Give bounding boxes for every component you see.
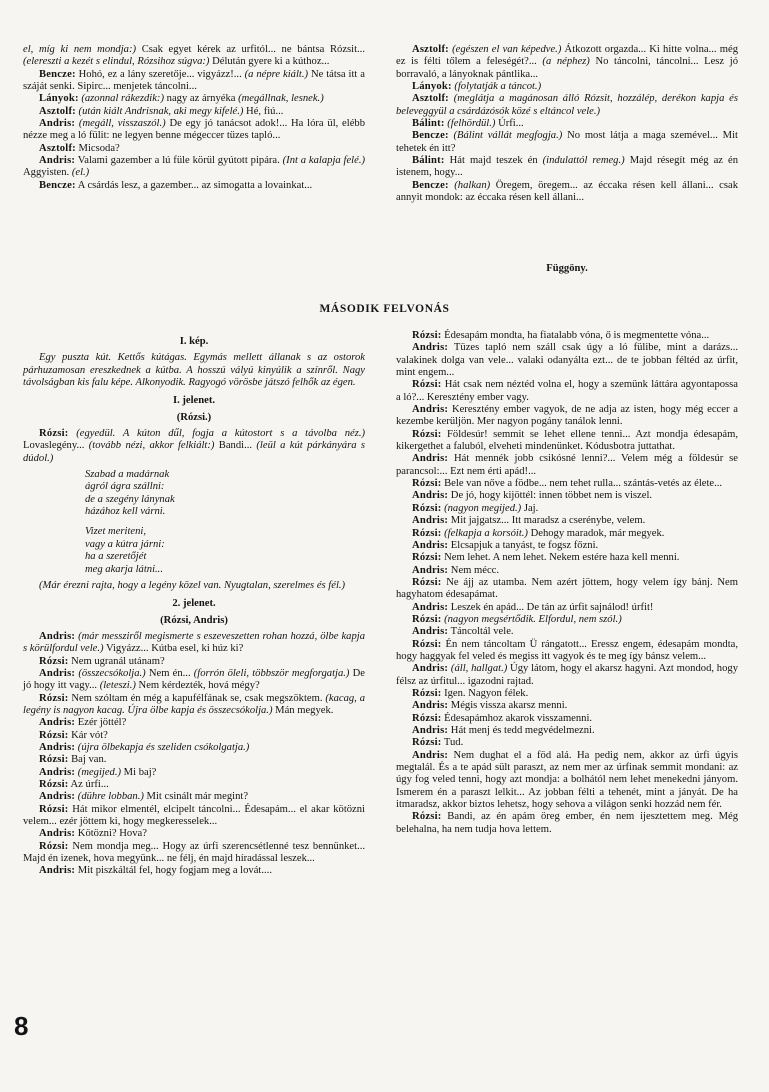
dialogue-line (396, 81, 738, 93)
dialogue-text: Elcsapjuk a tanyást, te fogsz főzni. (448, 539, 599, 551)
dialogue-text: Táncoltál vele. (448, 626, 514, 638)
stage-direction: el, míg ki nem mondja:) (23, 44, 137, 55)
dialogue-line (396, 737, 738, 749)
speaker-name: Andris: (39, 717, 76, 729)
stage-direction: (áll, hallgat.) (448, 663, 508, 675)
dialogue-line (23, 93, 365, 105)
dialogue-text: Baj van. (68, 754, 107, 766)
dialogue-text: Hát majd teszek én (444, 155, 543, 167)
stage-direction: (felkapja a korsóit.) (441, 527, 528, 539)
speaker-name: Andris: (412, 663, 449, 675)
dialogue-line (23, 155, 365, 180)
act-heading: MÁSODIK FELVONÁS (319, 303, 450, 315)
dialogue-text: Nem mécc. (448, 564, 500, 576)
dialogue-text: Úgy látom, hogy el akarsz hagyni. Azt mondod, hogy félsz az úrfitul... igazodni rajtad. (396, 663, 738, 687)
speaker-name: Bencze: (412, 179, 449, 191)
stage-direction: (a népre kiált.) (244, 68, 309, 80)
dialogue-text: nagy az árnyéka (164, 93, 239, 105)
stage-direction: (nagyon megijed.) (441, 502, 522, 514)
stage-direction: (forrón öleli, többször megforgatja.) (193, 667, 350, 679)
speaker-name: Andris: (412, 453, 449, 465)
stage-direction: (dühre lobban.) (75, 791, 144, 803)
dialogue-text: Nem lehet. A nem lehet. Nekem estére haza kell menni. (441, 552, 680, 564)
dialogue-line (23, 693, 365, 718)
speaker-name: Lányok: (412, 81, 452, 93)
dialogue-line (396, 429, 738, 454)
dialogue-text: Nem én... (145, 667, 194, 679)
dialogue-text: No táncolni, táncolni... Lesz jó borravaló, a lányoknak pántlika... (396, 56, 738, 80)
dialogue-line (396, 515, 738, 527)
speaker-name: Lányok: (39, 93, 79, 105)
stage-direction: (meglátja a magánosan álló Rózsit, hozzálép, derékon kapja és beleveggyül a csárdázósók közé s eltáncol vele.) (396, 93, 738, 117)
dialogue-line (23, 656, 365, 668)
stage-direction: (megijed.) (75, 766, 122, 778)
stage-direction: (már messziről megismerte s eszeveszetten rohan hozzá, ölbe kapja s körülfordul vele.) (23, 630, 365, 655)
speaker-name: Bálint: (412, 118, 445, 130)
stage-direction: (leteszi.) (99, 680, 136, 692)
dialogue-line (396, 490, 738, 502)
speaker-name: Andris: (412, 700, 449, 712)
dialogue-line (396, 614, 738, 626)
dialogue-line (23, 631, 365, 656)
speaker-name: Asztolf: (412, 44, 449, 55)
stage-direction: (felhördül.) (444, 118, 496, 130)
stage-direction: (kacag, a legény is nagyon kacag. Újra ölbe kapja és összecsókolja.) (23, 692, 365, 716)
dialogue-line (23, 767, 365, 779)
dialogue-line (23, 717, 365, 729)
speaker-name: Rózsi: (412, 379, 442, 391)
dialogue-text: De jó hogy itt vagy... (23, 667, 365, 692)
jelenet-2-cast: (Rózsi, Andris) (160, 614, 228, 626)
column-top-right (396, 44, 738, 204)
dialogue-line (23, 791, 365, 803)
poem-line: meg akarja látni... (85, 563, 163, 575)
poem-line: ágról ágra szállni: (85, 481, 165, 493)
column-bottom-left (23, 330, 365, 878)
stage-direction: (megáll, visszaszól.) (75, 118, 166, 130)
stage-direction: (Bálint vállát megfogja.) (448, 130, 563, 142)
song-lyrics (85, 469, 365, 576)
dialogue-line (396, 118, 738, 130)
stage-direction: (megállnak, lesnek.) (238, 93, 324, 105)
dialogue-line (396, 552, 738, 564)
speaker-name: Rózsi: (412, 737, 442, 749)
dialogue-text: Átkozott orgazda... Ki hitte volna... még ez is félti tőlem a feleségét?... (396, 44, 738, 68)
dialogue-line (396, 688, 738, 700)
dialogue-text: Csak egyet kérek az urfitól... ne bántsa Rózsit... (136, 44, 365, 55)
dialogue-text: Nem szóltam én még a kapufélfának se, csak megszöktem. (68, 692, 326, 704)
speaker-name: Rózsi: (39, 655, 69, 667)
dialogue-text: Keresztény ember vagyok, de ne adja az isten, hogy még eccer a kezembe kerüljön. Mer nagyon pogány tanálok lenni. (396, 404, 738, 428)
stage-direction: (azonnal rákezdik:) (78, 93, 164, 105)
dialogue-text: Hohó, ez a lány szeretője... vigyázz!... (75, 68, 245, 80)
stage-direction: (után kiált Andrisnak, aki megy kifelé.) (75, 105, 244, 117)
dialogue-text: Kötözni? Hova? (75, 828, 147, 840)
dialogue-line (23, 754, 365, 766)
dialogue-line (396, 639, 738, 664)
dialogue-line (396, 750, 738, 812)
dialogue-line (23, 668, 365, 693)
dialogue-line (396, 379, 738, 404)
scene-heading: I. kép. (179, 336, 209, 347)
dialogue-text: Nem dughat el a föd alá. Ha pedig nem, akkor az úrfi úgyis megtalál. És a te apád sült paraszt, az nem mer az úrfinak semmit mondani: az úgy fog veled tenni, hogy azt mondja: a bolhától nem lehet menekedni jányom. Ismerem én a paraszt lelkit... Az jobban félti a tehenét, mint a jányát. De ha itmaradsz, akkor biztos lehetsz, hogy sehova a világon senki hozzád nem fér. (396, 749, 738, 811)
dialogue-text: Aggyisten. (23, 167, 72, 179)
dialogue-line (23, 841, 365, 866)
dialogue-text: Úrfi... (495, 118, 524, 130)
speaker-name: Rózsi: (39, 779, 69, 790)
dialogue-text: Hé, fiú... (243, 105, 284, 117)
speaker-name: Bálint: (412, 155, 445, 167)
stage-direction: (nagyon megsértődik. Elfordul, nem szól.) (441, 613, 622, 625)
speaker-name: Andris: (39, 828, 76, 840)
dialogue-text: Valami gazember a lú füle körül gyútott pipára. (75, 155, 283, 167)
stage-note: (Már érezni rajta, hogy a legény közel van. Nyugtalan, szerelmes és fél.) (39, 579, 346, 591)
dialogue-text: Nem mondja meg... Hogy az úrfi szerencsétlenné tesz bennünket... Majd én izenek, hova megyünk... ne félj, én majd híradással leszek... (23, 840, 365, 865)
speaker-name: Andris: (412, 490, 449, 502)
stage-direction: (elereszti a kezét s elindul, Rózsihoz súgva:) (23, 56, 210, 68)
speaker-name: Rózsi: (412, 811, 442, 823)
jelenet-1-dialogue (23, 428, 365, 465)
speaker-name: Rózsi: (412, 478, 442, 490)
dialogue-line (396, 565, 738, 577)
dialogue-line (396, 404, 738, 429)
speaker-name: Andris: (39, 865, 76, 877)
jelenet-1-cast: (Rózsi.) (176, 411, 212, 423)
dialogue-text: A csárdás lesz, a gazember... az simogatta a lovainkat... (75, 179, 313, 191)
dialogue-text: Hát csak nem néztéd volna el, hogy a szemünk láttára agyontapossa a ló?... Keresztény ember vagy. (396, 379, 738, 403)
dialogue-text: Délután gyere ki a kúthoz... (209, 56, 330, 68)
speaker-name: Bencze: (412, 130, 449, 142)
dialogue-text: Nem ugranál utánam? (68, 655, 165, 667)
dialogue-text: Édesapám mondta, ha fiatalabb vóna, ő is megmentette vóna... (441, 330, 710, 341)
dialogue-line (396, 130, 738, 155)
dialogue-text: Édesapámhoz akarok visszamenni. (441, 712, 593, 724)
speaker-name: Rózsi: (412, 527, 442, 539)
speaker-name: Rózsi: (412, 330, 442, 341)
dialogue-line (396, 155, 738, 180)
dialogue-text: Mit jajgatsz... Itt maradsz a cserénybe, velem. (448, 515, 646, 527)
dialogue-text: Jaj. (521, 502, 539, 514)
dialogue-line (396, 602, 738, 614)
speaker-name: Andris: (412, 749, 449, 761)
dialogue-line (396, 342, 738, 379)
dialogue-text: Én nem táncoltam Ü rángatott... Eressz engem, édesapám mondta, hogy haggyak fel veled és megiss itt vagyok és te meg így bánsz velem... (396, 638, 738, 662)
jelenet-2-heading: 2. jelenet. (172, 598, 216, 610)
speaker-name: Andris: (412, 342, 449, 354)
dialogue-line (23, 143, 365, 155)
curtain-line: Függöny. (546, 263, 588, 274)
speaker-name: Rózsi: (412, 687, 442, 699)
speaker-name: Andris: (412, 725, 449, 736)
speaker-name: Rózsi: (412, 613, 442, 625)
dialogue-text: Mán megyek. (272, 704, 334, 716)
dialogue-text: Nem kérdezték, hová mégy? (135, 680, 260, 692)
dialogue-text: Dehogy maradok, már megyek. (527, 527, 665, 539)
speaker-name: Rózsi: (412, 428, 442, 440)
dialogue-text: No most látja a maga szemével... Mit tehetek én itt? (396, 130, 738, 154)
speaker-name: Rózsi: (39, 692, 69, 704)
speaker-name: Andris: (39, 155, 76, 167)
speaker-name: Andris: (39, 118, 76, 130)
dialogue-line (396, 44, 738, 81)
speaker-name: Andris: (39, 741, 76, 753)
dialogue-text: Igen. Nagyon félek. (441, 687, 529, 699)
dialogue-text: De jó, hogy kijöttél: innen többet nem is viszel. (448, 490, 653, 502)
column-top-left (23, 44, 365, 192)
stage-direction: (egyedül. A kúton dűl, fogja a kútostort s a távolba néz.) (68, 428, 365, 440)
dialogue-line (23, 106, 365, 118)
dialogue-text: Ne tátsa itt a száját senki. Sipirc... menjetek táncolni... (23, 68, 365, 93)
dialogue-text: Lovaslegény... (23, 440, 89, 452)
dialogue-line (396, 540, 738, 552)
speaker-name: Bencze: (39, 68, 76, 80)
dialogue-text: Majd résegít még az én istenem, hogy... (396, 155, 739, 179)
stage-direction: (egészen el van képedve.) (448, 44, 562, 55)
dialogue-text: Mi baj? (121, 766, 157, 778)
speaker-name: Rózsi: (39, 729, 69, 741)
dialogue-line (23, 180, 365, 192)
dialogue-line (396, 503, 738, 515)
stage-direction: (újra ölbekapja és szeliden csókolgatja.) (75, 741, 250, 753)
dialogue-text: Hát mikor elmentél, elcipelt táncolni... Édesapám... el akar kötözni velem... ezér jöttem ki, hogy megkeresselek... (23, 803, 365, 828)
speaker-name: Andris: (412, 404, 449, 416)
speaker-name: Rózsi: (412, 552, 442, 564)
speaker-name: Rózsi: (412, 638, 442, 650)
speaker-name: Andris: (39, 791, 76, 803)
speaker-name: Andris: (39, 667, 76, 679)
dialogue-line (396, 725, 738, 737)
jelenet-2-dialogue (23, 631, 365, 878)
stage-direction: (a néphez) (542, 56, 590, 68)
dialogue-line (396, 700, 738, 712)
dialogue-text: Ne ájj az utamba. Nem azért jöttem, hogy velem így bánj. Nem hagyhatom édesapámat. (396, 576, 738, 601)
stage-direction: (Int a kalapja felé.) (282, 155, 366, 167)
dialogue-text: Ezér jöttél? (75, 717, 127, 729)
dialogue-text: Leszek én apád... De tán az úrfit sajnálod! úrfit! (448, 601, 654, 613)
poem-line: házához kell várni. (85, 506, 166, 518)
stage-direction: (indulattól remeg.) (542, 155, 625, 167)
stage-direction: (folytatják a táncot.) (451, 81, 542, 93)
dialogue-text: Bandi, az én apám öreg ember, én nem ijesztettem meg. Még belehalna, ha nem tudja hova lettem. (396, 811, 738, 835)
dialogue-text: Tüzes tapló nem száll csak úgy a ló fülibe, mint a darázs... valakinek dolga van vele... valaki odanyálta ezt... de te jobban féltéd az úrfit, mint engem... (396, 342, 738, 379)
column-bottom-right (396, 330, 738, 836)
speaker-name: Rózsi: (39, 840, 69, 852)
poem-line: vagy a kútra járni: (85, 538, 165, 550)
jelenet-1-heading: I. jelenet. (172, 395, 216, 407)
dialogue-line (396, 577, 738, 602)
speaker-name: Rózsi: (412, 712, 442, 724)
dialogue-line (396, 330, 738, 342)
dialogue-line (23, 828, 365, 840)
dialogue-line (23, 804, 365, 829)
stage-directions: Egy puszta kút. Kettős kútágas. Egymás mellett állanak s az ostorok párhuzamosan ereszkednek a kútba. A hosszú vályú kinyúlik a színről. Nagy távolságban kis falu képe. Alkonyodik. Ragyogó vörösbe játszó felhők az égen. (23, 352, 365, 389)
stage-direction: (el.) (71, 167, 90, 179)
dialogue-text: Micsoda? (75, 142, 120, 154)
dialogue-line (23, 865, 365, 877)
dialogue-text: Vigyázz... Kútba esel, ki húz ki? (103, 643, 244, 655)
dialogue-line (396, 663, 738, 688)
dialogue-text: Tud. (441, 737, 464, 749)
dialogue-text: De egy jó tanácsot adok!... Ha lóra ül, elébb nézze meg a ló fülit: ne legyen benne mégeccer tüzes tapló... (23, 118, 366, 142)
dialogue-text: Kár vót? (68, 729, 108, 741)
stage-direction: (leül a kút párkányára s dúdol.) (23, 440, 365, 464)
stage-direction: (tovább nézi, akkor felkiált:) (88, 440, 215, 452)
dialogue-text: Bele van nőve a födbe... nem tehet rulla... szántás-vetés az élete... (441, 478, 723, 490)
speaker-name: Andris: (39, 630, 76, 642)
speaker-name: Asztolf: (39, 105, 76, 117)
dialogue-line (23, 742, 365, 754)
dialogue-text: Hát menj és tedd megvédelmezni. (448, 725, 595, 736)
poem-line: de a szegény lánynak (85, 493, 175, 505)
dialogue-line (396, 180, 738, 205)
dialogue-line (396, 713, 738, 725)
page-number: 8 (14, 1011, 29, 1041)
speaker-name: Andris: (412, 515, 449, 527)
speaker-name: Andris: (39, 766, 76, 778)
speaker-name: Rózsi: (39, 803, 69, 815)
dialogue-text: Földesúr! semmit se lehet ellene tenni... Azt mondja édesapám, kikergethet a faluból, elveheti mindenünket. Kódusbotra juttathat. (396, 428, 738, 453)
dialogue-line (396, 93, 738, 118)
dialogue-text: Öregem, öregem... az éccaka résen kell állani... csak annyit mondok: az éccaka résen kell állani... (396, 179, 738, 204)
speaker-name: Rózsi: (39, 428, 69, 440)
speaker-name: Rózsi: (412, 576, 442, 588)
stage-direction: (halkan) (448, 179, 491, 191)
dialogue-text: Hát mennék jobb csikósné lenni?... Velem még a földesúr se parancsol:... Ezt nem érti apád!... (396, 453, 738, 477)
speaker-name: Andris: (412, 626, 449, 638)
speaker-name: Andris: (412, 539, 449, 551)
dialogue-line (23, 730, 365, 742)
speaker-name: Rózsi: (412, 502, 442, 514)
speaker-name: Andris: (412, 564, 449, 576)
poem-line: ha a szeretőjét (85, 551, 147, 563)
dialogue-line (23, 44, 365, 69)
dialogue-line (396, 453, 738, 478)
dialogue-text: Mit piszkáltál fel, hogy fogjam meg a lovát.... (75, 865, 272, 877)
dialogue-line (23, 118, 365, 143)
dialogue-line (396, 811, 738, 836)
dialogue-text: Mit csinált már megint? (143, 791, 249, 803)
poem-line: Szabad a madárnak (85, 469, 170, 481)
speaker-name: Rózsi: (39, 754, 69, 766)
stage-direction: (összecsókolja.) (75, 667, 146, 679)
speaker-name: Asztolf: (412, 93, 449, 105)
dialogue-text: Mégis vissza akarsz menni. (448, 700, 568, 712)
dialogue-line (23, 428, 365, 465)
dialogue-line (23, 69, 365, 94)
dialogue-line (23, 779, 365, 791)
dialogue-text: Az úrfi... (68, 779, 109, 790)
dialogue-text: Bandi... (214, 440, 257, 452)
dialogue-line (396, 528, 738, 540)
dialogue-line (396, 626, 738, 638)
dialogue-line (396, 478, 738, 490)
speaker-name: Asztolf: (39, 142, 76, 154)
poem-line: Vizet meriteni, (85, 526, 146, 538)
speaker-name: Andris: (412, 601, 449, 613)
speaker-name: Bencze: (39, 179, 76, 191)
